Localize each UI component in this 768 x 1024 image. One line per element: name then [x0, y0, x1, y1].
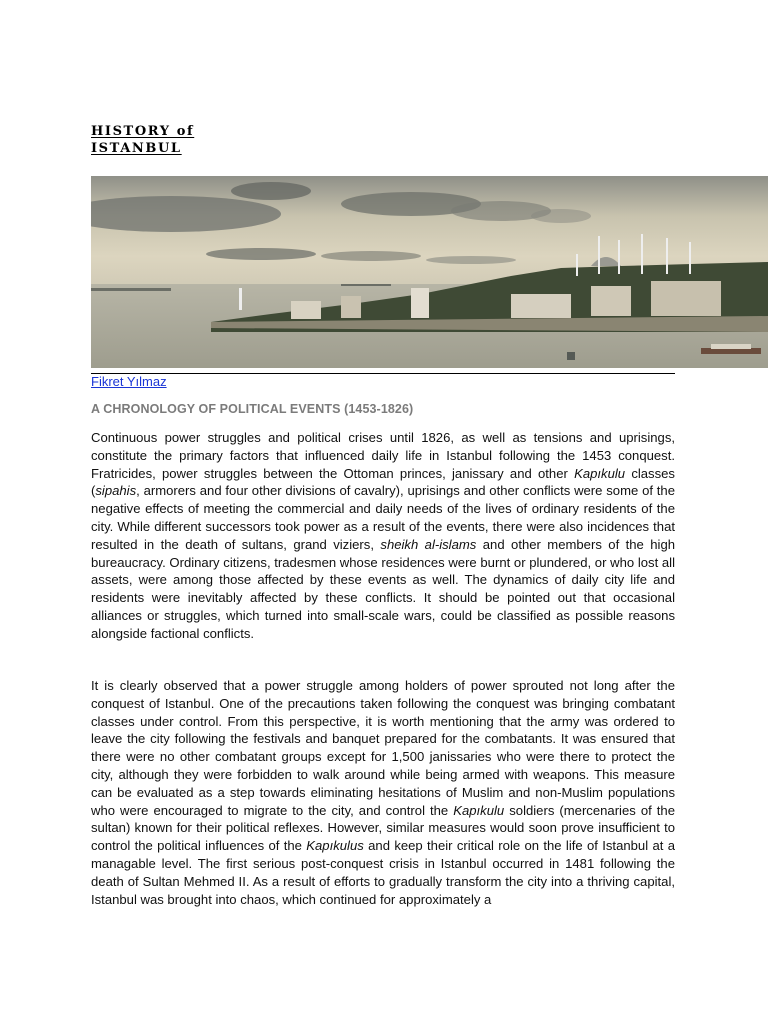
separator-line [91, 373, 675, 374]
para2-text-1: It is clearly observed that a power struggle among holders of power sprouted not long after the conquest of Istanbul. One of the precautions taken following the conquest was bringing combatant classes under control. From this perspective, it is worth mentioning that the army was ordered to leave the city following the festivals and banquet prepared for the combatants. It was ensured that there were no other combatant groups except for 1,500 janissaries who were there to protect the city, although they were forbidden to walk around while being armed with weapons. This measure can be evaluated as a step towards eliminating hesitations of Muslim and non-Muslim populations who were encouraged to migrate to the city, and control the [91, 678, 675, 818]
document-title [91, 123, 194, 157]
title-line-2: ISTANBUL [91, 141, 182, 156]
para1-italic-sheikh-al-islams: sheikh al-islams [380, 536, 477, 552]
para1-text-1: Continuous power struggles and political crises until 1826, as well as tensions and uprisings, constitute the primary factors that influenced daily life in Istanbul following the 1453 conquest. Fratricides, power struggles between the Ottoman princes, janissary and other [91, 430, 675, 481]
para2-italic-kapikulu: Kapıkulu [453, 802, 505, 818]
section-heading: A CHRONOLOGY OF POLITICAL EVENTS (1453-1826) [91, 402, 414, 416]
para2-italic-kapikulus: Kapıkulus [306, 838, 364, 854]
para2-text-3: and keep their critical role on the life of Istanbul at a managable level. The first serious post-conquest crisis in Istanbul occurred in 1481 following the death of Sultan Mehmed II. As a result of efforts to gradually transform the city into a thriving capital, Istanbul was brought into chaos, which continued for approximately a [91, 838, 675, 907]
para1-text-3: , armorers and four other divisions of cavalry), uprisings and other conflicts were some of the negative effects of meeting the commercial and daily needs of the lives of ordinary residents of the city. While different successors took power as a result of the events, there were also incidences that resulted in the death of sultans, grand viziers, [91, 483, 675, 552]
author-link[interactable]: Fikret Yılmaz [91, 374, 167, 389]
body-paragraph-1 [91, 429, 675, 643]
istanbul-panorama-image [91, 176, 768, 368]
title-line-1: HISTORY of [91, 124, 195, 139]
para2-text-2: soldiers (mercenaries of the sultan) known for their political reflexes. However, similar measures would soon prove insufficient to control the political influences of the [91, 802, 675, 854]
para1-italic-sipahis: sipahis [95, 483, 137, 499]
para1-text-4: and other members of the high bureaucracy. Ordinary citizens, tradesmen whose residences were burnt or plundered, or who lost all assets, were among those affected by these events as well. The dynamics of daily city life and residents were inevitably affected by these conflicts. It should be pointed out that occasional alliances or struggles, which turned into small-scale wars, could be classified as possible reasons alongside factional conflicts. [91, 536, 676, 641]
para1-text-2: classes ( [91, 465, 675, 499]
body-paragraph-2 [91, 677, 675, 928]
para1-italic-kapikulu: Kapıkulu [574, 465, 626, 481]
